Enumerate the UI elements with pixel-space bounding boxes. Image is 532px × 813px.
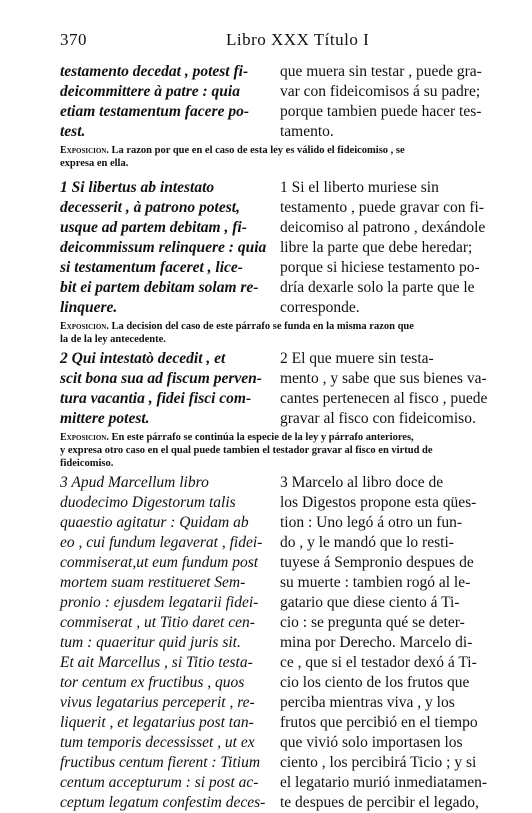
latin-line: bit ei partem debitam solam re-	[60, 279, 259, 296]
exposicion-text: la de la ley antecedente.	[60, 334, 166, 345]
spanish-line: porque tambien puede hacer tes-	[280, 103, 482, 120]
spanish-line: ciento , los percibirá Ticio ; y si	[280, 754, 477, 771]
latin-line: 3 Apud Marcellum libro	[60, 474, 209, 491]
latin-line: mortem suam restitueret Sem-	[60, 574, 246, 591]
spanish-line: cio los ciento de los frutos que	[280, 674, 470, 691]
latin-line: test.	[60, 123, 86, 140]
spanish-line: tion : Uno legó á otro un fun-	[280, 514, 463, 531]
exposicion-label: Exposicion.	[60, 321, 109, 332]
page-running-title: Libro XXX Título I	[226, 30, 370, 49]
spanish-line: te despues de percibir el legado,	[280, 794, 479, 811]
exposicion-2	[60, 320, 490, 346]
spanish-line: que vivió solo importasen los	[280, 734, 463, 751]
spanish-line: tuyese á Sempronio despues de	[280, 554, 474, 571]
spanish-line: corresponde.	[280, 299, 360, 316]
exposicion-text: fideicomiso.	[60, 458, 114, 469]
latin-line: scit bona sua ad fiscum perven-	[60, 370, 262, 387]
latin-line: etiam testamentum facere po-	[60, 103, 249, 120]
spanish-line: frutos que percibió en el tiempo	[280, 714, 478, 731]
spanish-line: do , y le mandó que lo resti-	[280, 534, 454, 551]
spanish-line: cio : se pregunta qué se deter-	[280, 614, 465, 631]
latin-line: vivus legatarius perceperit , re-	[60, 694, 255, 711]
intro-latin-column	[60, 62, 270, 142]
page-header	[60, 30, 490, 52]
spanish-line: mento , y sabe que sus bienes va-	[280, 370, 487, 387]
latin-line: testamento decedat , potest fi-	[60, 63, 249, 80]
latin-line: fructibus centum fierent : Titium	[60, 754, 261, 771]
spanish-line: gatario que diese ciento á Ti-	[280, 594, 460, 611]
para3-latin-column	[60, 473, 270, 813]
latin-line: commiserat,ut eum fundum post	[60, 554, 259, 571]
latin-line: tura vacantia , fidei fisci com-	[60, 390, 252, 407]
spanish-line: libre la parte que debe heredar;	[280, 239, 473, 256]
spanish-line: cantes pertenecen al fisco , puede	[280, 390, 488, 407]
latin-line: quaestio agitatur : Quidam ab	[60, 514, 249, 531]
spanish-line: 1 Si el liberto muriese sin	[280, 179, 439, 196]
exposicion-3	[60, 431, 490, 470]
latin-line: 2 Qui intestatò decedit , et	[60, 350, 226, 367]
latin-line: ceptum legatum confestim deces-	[60, 794, 266, 811]
spanish-line: dría dexarle solo la parte que le	[280, 279, 475, 296]
latin-line: decesserit , à patrono potest,	[60, 199, 240, 216]
latin-line: duodecimo Digestorum talis	[60, 494, 236, 511]
spanish-line: gravar al fisco con fideicomiso.	[280, 410, 476, 427]
latin-line: mittere potest.	[60, 410, 150, 427]
latin-line: eo , cui fundum legaverat , fidei-	[60, 534, 263, 551]
exposicion-text: La decision del caso de este párrafo se funda en la misma razon que	[111, 321, 414, 332]
latin-line: tum : quaeritur quid juris sit.	[60, 634, 241, 651]
intro-spanish-column	[280, 62, 490, 142]
latin-line: linquere.	[60, 299, 118, 316]
para2-latin-column	[60, 349, 270, 429]
para3-spanish-column	[280, 473, 490, 813]
exposicion-text: En este párrafo se continúa la especie de la ley y párrafo anteriores,	[111, 432, 414, 443]
exposicion-label: Exposicion.	[60, 145, 109, 156]
spanish-line: el legatario murió inmediatamen-	[280, 774, 488, 791]
exposicion-label: Exposicion.	[60, 432, 109, 443]
exposicion-text: La razon por que en el caso de esta ley es válido el fideicomiso , se	[111, 145, 405, 156]
spanish-line: 2 El que muere sin testa-	[280, 350, 434, 367]
latin-line: pronio : ejusdem legatarii fidei-	[60, 594, 259, 611]
latin-line: commiserat , ut Titio daret cen-	[60, 614, 255, 631]
para1-spanish-column	[280, 178, 490, 318]
latin-line: liquerit , et legatarius post tan-	[60, 714, 254, 731]
spanish-line: porque si hiciese testamento po-	[280, 259, 480, 276]
spanish-line: perciba mientras viva , y los	[280, 694, 455, 711]
spanish-line: ce , que si el testador dexó á Ti-	[280, 654, 477, 671]
spanish-line: tamento.	[280, 123, 334, 140]
exposicion-1	[60, 144, 490, 170]
para2-spanish-column	[280, 349, 490, 429]
spanish-line: los Digestos propone esta qües-	[280, 494, 477, 511]
latin-line: tum temporis decessisset , ut ex	[60, 734, 255, 751]
latin-line: usque ad partem debitam , fi-	[60, 219, 247, 236]
exposicion-text: expresa en ella.	[60, 158, 129, 169]
latin-line: tor centum ex fructibus , quos	[60, 674, 245, 691]
latin-line: centum accepturum : si post ac-	[60, 774, 259, 791]
exposicion-text: y expresa otro caso en el qual puede tambien el testador gravar al fisco en virtud de	[60, 445, 433, 456]
spanish-line: que muera sin testar , puede gra-	[280, 63, 482, 80]
spanish-line: su muerte : tambien rogó al le-	[280, 574, 471, 591]
para1-latin-column	[60, 178, 270, 318]
latin-line: deicommittere à patre : quia	[60, 83, 240, 100]
page-number: 370	[60, 30, 87, 49]
spanish-line: testamento , puede gravar con fi-	[280, 199, 484, 216]
latin-line: Et ait Marcellus , si Titio testa-	[60, 654, 253, 671]
spanish-line: deicomiso al patrono , dexándole	[280, 219, 486, 236]
latin-line: si testamentum faceret , lice-	[60, 259, 243, 276]
spanish-line: var con fideicomisos á su padre;	[280, 83, 481, 100]
spanish-line: 3 Marcelo al libro doce de	[280, 474, 444, 491]
latin-line: 1 Si libertus ab intestato	[60, 179, 215, 196]
spanish-line: mina por Derecho. Marcelo di-	[280, 634, 473, 651]
latin-line: deicommissum relinquere : quia	[60, 239, 267, 256]
